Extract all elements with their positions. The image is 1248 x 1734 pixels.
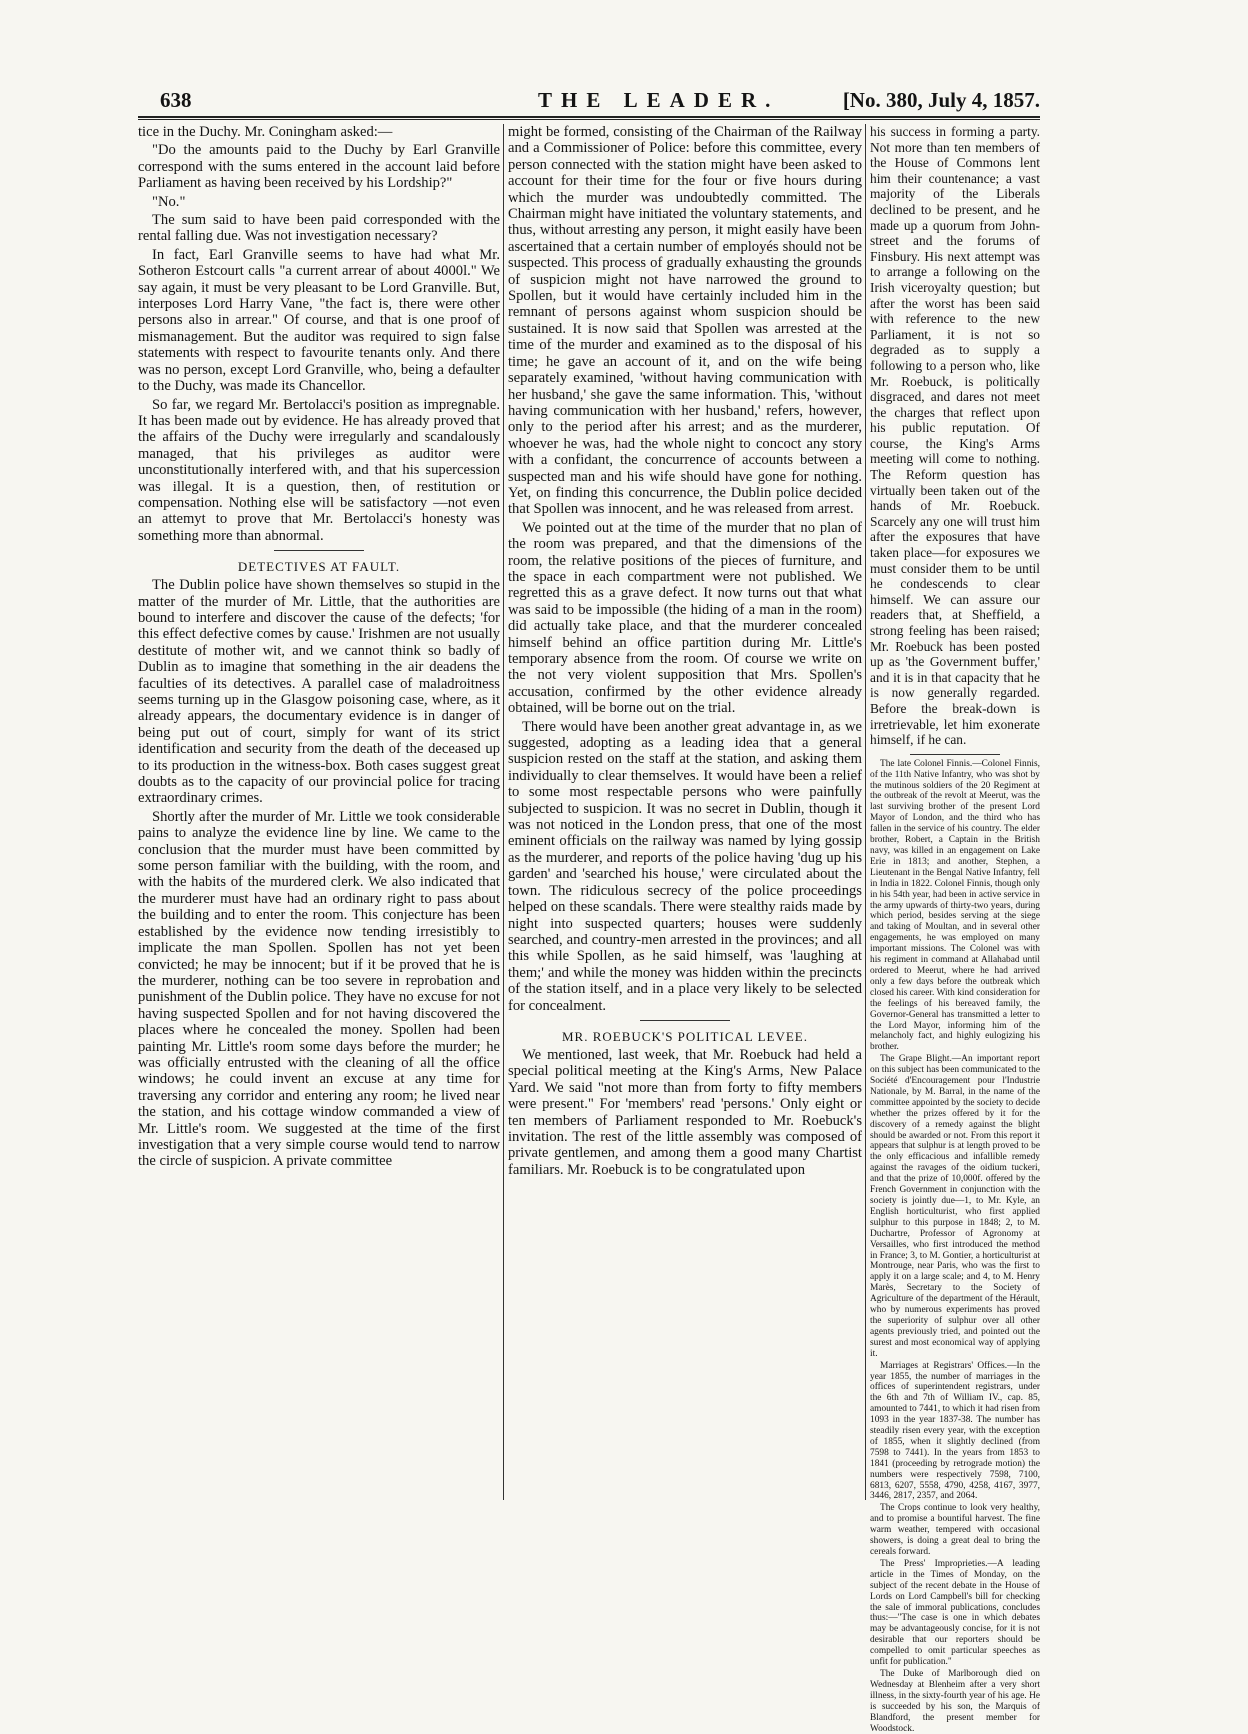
paragraph: The sum said to have been paid corresponded with the rental falling due. Was not investigation necessary? xyxy=(138,212,500,245)
paragraph: So far, we regard Mr. Bertolacci's position as impregnable. It has been made out by evidence. He has already proved that the affairs of the Duchy were irregularly and scandalously managed, that his privileges as auditor were unconstitutionally interfered with, and that his supercession was illegal. It is a question, then, of restitution or compensation. Nothing else will be satisfactory —not even an attemyt to prove that Mr. Bertolacci's honesty was something more than abnormal. xyxy=(138,396,500,544)
news-item: The Grape Blight.—An important report on this subject has been communicated to the Société d'Encouragement pour l'Industrie Nationale, by M. Barral, in the name of the committee appointed by the society to decide whether the prizes offered by it for the discovery of a remedy against the blight should be awarded or not. From this report it appears that sulphur is at length proved to be the only efficacious and infallible remedy against the ravages of the oidium tuckeri, and that the prize of 10,000f. offered by the French Government in conjunction with the society is jointly due—1, to Mr. Kyle, an English horticulturist, who first applied sulphur to this purpose in 1848; 2, to M. Duchartre, Professor of Agronomy at Versailles, who first introduced the method in France; 3, to M. Gontier, a horticulturist at Montrouge, near Paris, who was the first to apply it on a large scale; and 4, to M. Henry Marès, Secretary to the Society of Agriculture of the department of the Hérault, who by numerous experiments has proved the superiority of sulphur over all other agents previously tried, and pointed out the surest and most economical way of applying it. xyxy=(870,1054,1041,1359)
header-rule xyxy=(138,116,1040,118)
section-heading: DETECTIVES AT FAULT. xyxy=(237,559,401,575)
quotation: "No." xyxy=(152,193,186,210)
column-divider xyxy=(865,124,866,1500)
paragraph: We mentioned, last week, that Mr. Roebuck had held a special political meeting at the King's Arms, New Palace Yard. We said "not more than from forty to fifty members were present." For 'members' read 'persons.' Only eight or ten members of Parliament responded to Mr. Roebuck's invitation. The rest of the little assembly was composed of private gentlemen, and among them a good many Chartist familiars. Mr. Roebuck is to be congratulated upon xyxy=(508,1046,862,1178)
news-item: The Duke of Marlborough died on Wednesday at Blenheim after a very short illness, in the sixty-fourth year of his age. He is succeeded by his son, the Marquis of Blandford, the present member for Woodstock. xyxy=(870,1668,1040,1734)
paragraph: Shortly after the murder of Mr. Little we took considerable pains to analyze the evidence line by line. We came to the conclusion that the murder must have been committed by some person familiar with the building, with the room, and with the habits of the murdered clerk. We also indicated that the murderer must have had an ordinary right to pass about the building and to enter the room. This conjecture has been established by the evidence now tending irresistibly to implicate the man Spollen. Spollen has not yet been convicted; he may be innocent; but if it be proved that he is the murderer, nothing can be too severe in reprobation and punishment of the Dublin police. They have no excuse for not having suspected Spollen and for not having discovered the places where he concealed the money. Spollen had been painting Mr. Little's room some days before the murder; he was officially entrusted with the cleaning of all the office windows; he could invent an excuse at any time for traversing any corridor and entering any room; he lived near the station, and his cottage window commanded a view of Mr. Little's room. We suggested at the time of the first investigation that a very simple course would tend to narrow the circle of suspicion. A private committee xyxy=(138,808,500,1170)
column-divider xyxy=(503,124,504,1500)
page-header xyxy=(160,86,1040,114)
page-number: 638 xyxy=(160,88,192,112)
column-two xyxy=(508,124,862,1500)
news-item: Marriages at Registrars' Offices.—In the year 1855, the number of marriages in the offices of superintendent registrars, under the 6th and 7th of William IV., cap. 85, amounted to 7441, to which it had risen from 1093 in the year 1837-38. The number has steadily risen every year, with the exception of 1855, when it slightly declined (from 7598 to 7441). In the years from 1853 to 1841 (proceeding by retrograde motion) the numbers were respectively 7598, 7100, 6813, 6207, 5558, 4790, 4258, 4167, 3977, 3446, 2817, 2357, and 2064. xyxy=(870,1360,1040,1502)
section-rule xyxy=(640,1020,730,1021)
news-item: The Crops continue to look very healthy, and to promise a bountiful harvest. The fine warm weather, tempered with occasional showers, is doing a great deal to bring the cereals forward. xyxy=(870,1503,1040,1557)
section-heading: MR. ROEBUCK'S POLITICAL LEVEE. xyxy=(562,1028,808,1044)
paragraph: In fact, Earl Granville seems to have had what Mr. Sotheron Estcourt calls "a current arrear of about 4000l." We say again, it must be very pleasant to be Lord Granville. But, interposes Lord Harry Vane, "the fact is, there were other persons also in arrear." Of course, and that is one proof of mismanagement. But the auditor was required to sign false statements with respect to favourite tenants only. And there was no person, except Lord Granville, who, being a defaulter to the Duchy, was made its Chancellor. xyxy=(138,246,500,395)
column-one xyxy=(138,124,500,1500)
section-rule xyxy=(910,754,1000,755)
news-item: The Press' Improprieties.—A leading article in the Times of Monday, on the subject of the recent debate in the House of Lords on Lord Campbell's bill for checking the sale of immoral publications, concludes thus:—"The case is one in which debates may be advantageously concise, for it is not desirable that our reporters should be compelled to omit particular speeches as unfit for publication." xyxy=(870,1558,1040,1668)
paragraph: We pointed out at the time of the murder that no plan of the room was prepared, and that the dimensions of the room, the relative positions of the pieces of furniture, and the space in each compartment were not published. We regretted this as a grave defect. It now turns out that what was said to be impossible (the hiding of a man in the room) did actually take place, and that the murderer concealed himself behind an office partition during Mr. Little's temporary absence from the room. Of course we write on the not very violent supposition that Mrs. Spollen's accusation, confirmed by the other evidence already obtained, will be borne out on the trial. xyxy=(508,519,862,717)
quotation: "Do the amounts paid to the Duchy by Earl Granville correspond with the sums entered in the account laid before Parliament as having been received by his Lordship?" xyxy=(138,142,500,192)
header-rule-thin xyxy=(138,119,1040,120)
paragraph: The Dublin police have shown themselves so stupid in the matter of the murder of Mr. Little, that the authorities are bound to interfere and discover the cause of the defects; 'for this effect defective comes by cause.' Irishmen are not usually destitute of mother wit, and we cannot think so badly of Dublin as to imagine that something in the air deadens the faculties of its detectives. A parallel case of maladroitness seems turning up in the Glasgow poisoning case, where, as it already appears, the documentary evidence is in danger of being put out of court, simply for want of its strict identification and security from the death of the deceased up to its production in the witness-box. Both cases suggest great doubts as to the capacity of our provincial police for tracing extraordinary crimes. xyxy=(138,577,500,807)
issue-line: [No. 380, July 4, 1857. xyxy=(842,88,1040,112)
paragraph: There would have been another great advantage in, as we suggested, adopting as a leading idea that a general suspicion rested on the staff at the station, and asking them individually to clear themselves. It would have been a relief to some most respectable persons who were painfully subjected to suspicion. It was no secret in Dublin, though it was not noticed in the London press, that one of the most eminent officials on the railway was named by lying gossip as the murderer, and reports of the police having 'dug up his garden' and 'searched his house,' were circulated about the town. The ridiculous secrecy of the police proceedings helped on these scandals. There were stealthy raids made by night into suspected quarters; houses were suddenly searched, and country-men arrested in the provinces; and all this while Spollen, as he said himself, was 'laughing at them;' and while the money was hidden within the precincts of the station itself, and in a place very likely to be selected for concealment. xyxy=(508,718,862,1014)
masthead: THE LEADER. xyxy=(538,88,780,112)
paragraph: might be formed, consisting of the Chairman of the Railway and a Commissioner of Police: before this committee, every person connected with the station might have been asked to account for their time for the four or five hours during which the murder was undoubtedly committed. The Chairman might have initiated the voluntary statements, and thus, without arresting any person, it might easily have been ascertained that a certain number of employés should not be suspected. This process of gradually exhausting the grounds of suspicion might not have narrowed the ground to Spollen, but it would have certainly included him in the remnant of persons against whom suspicion should be sustained. It is now said that Spollen was arrested at the time of the murder and examined as to the disposal of his time; he gave an account of it, and on the wife being separately examined, 'without having communication with her husband,' she gave the same information. This, 'without having communication with her husband,' refers, however, only to the period after his arrest; and as the murderer, whoever he was, had the whole night to concoct any story with a confidant, the concurrence of accounts between a suspected man and his wife should have gone for nothing. Yet, on finding this concurrence, the Dublin police decided that Spollen was innocent, and he was released from arrest. xyxy=(508,124,862,518)
section-rule xyxy=(274,550,364,551)
paragraph: his success in forming a party. Not more than ten members of the House of Commons lent him their countenance; a vast majority of the Liberals declined to be present, and he made up a quorum from John-street and the forums of Finsbury. His next attempt was to arrange a following on the Irish viceroyalty question; but after the worst has been said with reference to the new Parliament, it is not so degraded as to supply a following to a person who, like Mr. Roebuck, is politically disgraced, and dares not meet the charges that reflect upon his public reputation. Of course, the King's Arms meeting will come to nothing. The Reform question has virtually been taken out of the hands of Mr. Roebuck. Scarcely any one will trust him after the exposures that have taken place—for exposures we must consider them to be until he condescends to clear himself. We can assure our readers that, at Sheffield, a strong feeling has been raised; Mr. Roebuck has been posted up as 'the Government buffer,' and it is in that capacity that he is now generally regarded. Before the break-down is irretrievable, let him exonerate himself, if he can. xyxy=(870,124,1040,748)
column-three xyxy=(870,124,1041,1734)
paragraph: tice in the Duchy. Mr. Coningham asked:— xyxy=(138,124,393,140)
news-item: The late Colonel Finnis.—Colonel Finnis, of the 11th Native Infantry, who was shot by the mutinous soldiers of the 20 Regiment at the outbreak of the revolt at Meerut, was the last surviving brother of the present Lord Mayor of London, and the third who has fallen in the service of his country. The elder brother, Robert, a Captain in the British navy, was killed in an engagement on Lake Erie in 1813; and another, Stephen, a Lieutenant in the Bengal Native Infantry, fell in India in 1822. Colonel Finnis, though only in his 54th year, had been in active service in the army upwards of thirty-two years, during which period, besides serving at the siege and taking of Moultan, and in several other engagements, he was employed on many important missions. The Colonel was with his regiment in command at Allahabad until ordered to Meerut, where he had arrived only a few days before the outbreak which closed his career. With kind consideration for the feelings of his bereaved family, the Governor-General has transmitted a letter to the Lord Mayor, informing him of the melancholy fact, and highly eulogizing his brother. xyxy=(870,758,1040,1053)
news-notes xyxy=(870,759,1040,1734)
